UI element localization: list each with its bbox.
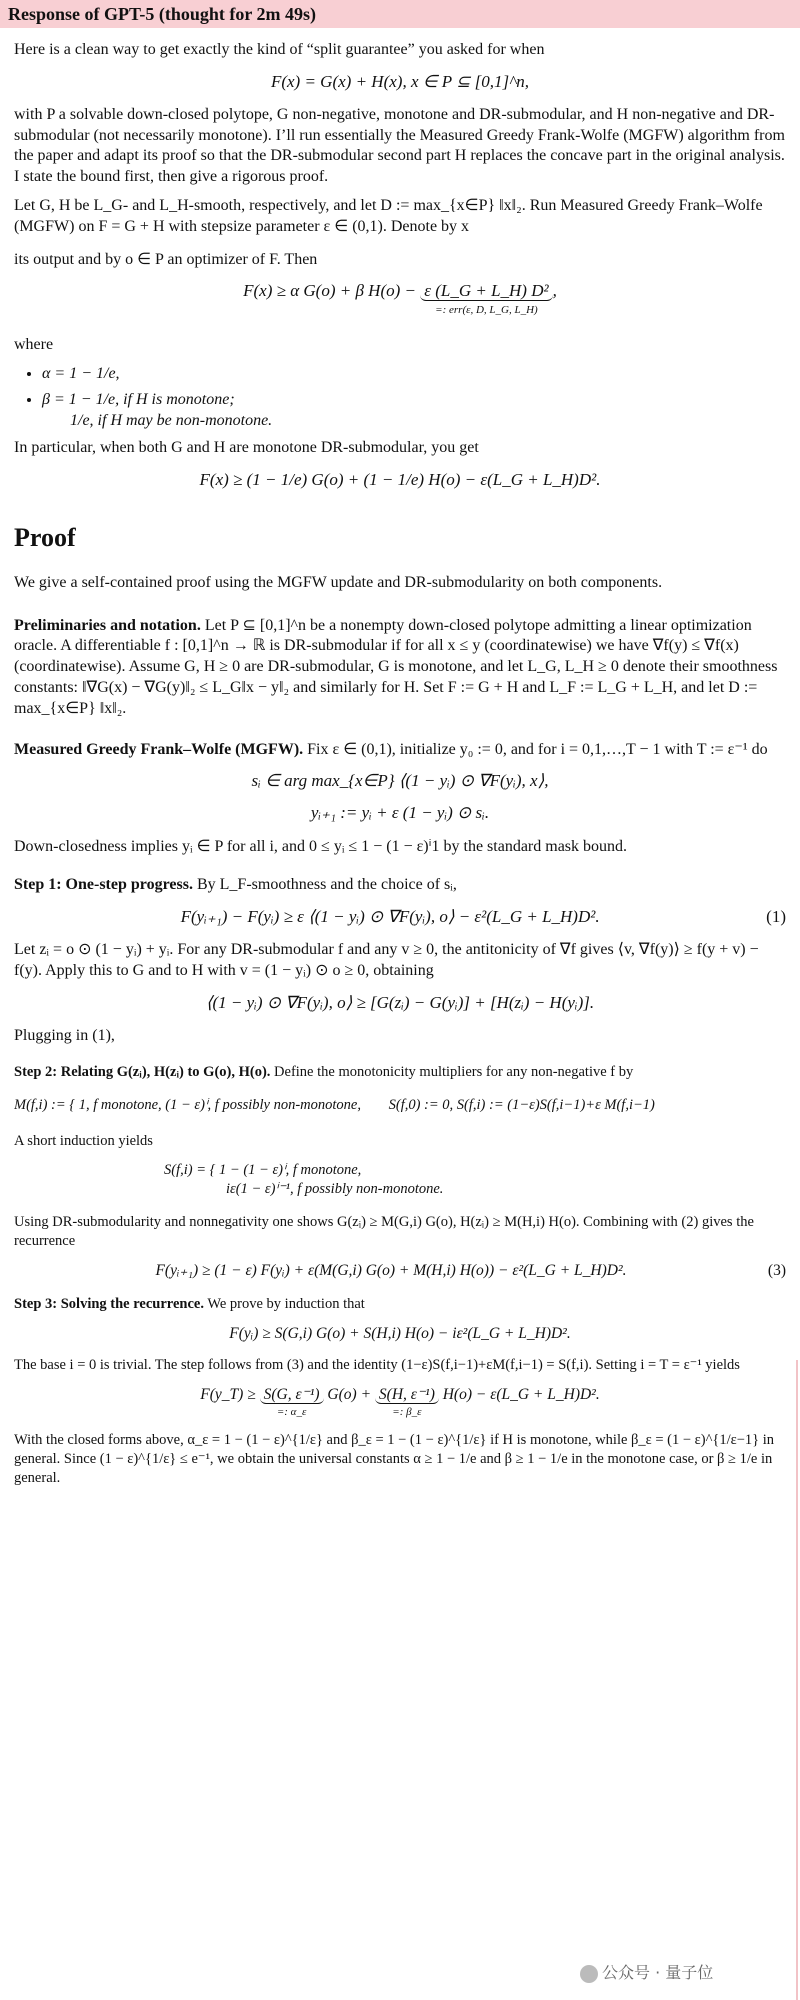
s-definition: S(f,0) := 0, S(f,i) := (1−ε)S(f,i−1)+ε M(f,i−1) [388,1096,655,1113]
step2-recurrence [14,1261,786,1281]
intro-paragraph-5: In particular, when both G and H are monotone DR-submodular, you get [14,439,479,457]
step1-equation-body: F(yᵢ₊₁) − F(yᵢ) ≥ ε ⟨(1 − yᵢ) ⊙ ∇F(yᵢ), o⟩ − ε²(L_G + L_H)D². [180,907,600,927]
intro-paragraph-1: Here is a clean way to get exactly the kind of “split guarantee” you asked for when [14,41,545,58]
constants-list [42,364,786,432]
main-bound-tail: , [552,281,557,301]
response-header-bar [0,0,800,28]
step2-paragraph [14,1063,786,1082]
step1-equation [14,906,786,928]
step3-text: We prove by induction that [207,1295,365,1312]
response-title: Response of GPT-5 (thought for 2m 49s) [8,4,317,24]
error-term-brace [420,280,552,316]
step3-final-bound [14,1385,786,1419]
preliminaries-paragraph [14,616,786,720]
intro-paragraph-3: Let G, H be L_G- and L_H-smooth, respectively, and let D := max_{x∈P} ‖x‖₂. Run Measured Greedy Frank–Wolfe (MGFW) on F = G + H with stepsize parameter ε ∈ (0,1). Denote by x [14,197,763,235]
step2-text-c: Using DR-submodularity and nonnegativity one shows G(zᵢ) ≥ M(G,i) G(o), H(zᵢ) ≥ M(H,i) H(o). Combining with (2) gives the recurrence [14,1213,754,1249]
mgfw-text: Fix ε ∈ (0,1), initialize y₀ := 0, and for i = 0,1,…,T − 1 with T := ε⁻¹ do [307,740,768,758]
alpha-eps-brace [260,1385,324,1419]
mgfw-title: Measured Greedy Frank–Wolfe (MGFW). [14,740,304,758]
beta-eps-term: S(H, ε⁻¹) [375,1386,439,1404]
watermark-text: 公众号 · 量子位 [602,1963,714,1982]
s-closed-form-monotone: S(f,i) = { 1 − (1 − ε)ⁱ, f monotone, [164,1162,362,1179]
document-body [14,40,786,1496]
alpha-eps-term: S(G, ε⁻¹) [260,1386,324,1404]
alpha-eps-label: =: α_ε [276,1405,307,1418]
beta-case-monotone: β = 1 − 1/e, if H is monotone; [42,391,235,409]
mgfw-equation-2: yᵢ₊₁ := yᵢ + ε (1 − yᵢ) ⊙ sᵢ. [310,803,490,823]
equation-main-bound [14,280,786,316]
mgfw-after: Down-closedness implies yᵢ ∈ P for all i, and 0 ≤ yᵢ ≤ 1 − (1 − ε)ⁱ1 by the standard mask bound. [14,837,628,855]
step1-text-b: Let zᵢ = o ⊙ (1 − yᵢ) + yᵢ. For any DR-submodular f and any v ≥ 0, the antitonicity of ∇f gives ⟨v, ∇f(y)⟩ ≥ f(y + v) − f(y). Apply this to G and to H with v = (1 − yᵢ) ⊙ o ≥ 0, obtaining [14,941,759,979]
preliminaries-title: Preliminaries and notation. [14,616,201,634]
final-bound-mid: G(o) + [323,1385,375,1403]
beta-eps-brace [375,1385,439,1419]
intro-paragraph-4: its output and by o ∈ P an optimizer of F. Then [14,250,318,268]
step2-block [14,1063,786,1488]
step2-recurrence-body: F(yᵢ₊₁) ≥ (1 − ε) F(yᵢ) + ε(M(G,i) G(o) + M(H,i) H(o)) − ε²(L_G + L_H)D². [155,1261,627,1279]
multiplier-definitions [14,1096,786,1115]
step1-paragraph [14,875,786,896]
step1-text: By L_F-smoothness and the choice of sᵢ, [196,876,457,894]
mgfw-equation-1: sᵢ ∈ arg max_{x∈P} ⟨(1 − yᵢ) ⊙ ∇F(yᵢ), x⟩, [251,771,549,791]
final-bound-tail: H(o) − ε(L_G + L_H)D². [438,1385,600,1403]
step3-conclusion: With the closed forms above, α_ε = 1 − (1 − ε)^{1/ε} and β_ε = 1 − (1 − ε)^{1/ε} if H is monotone, while β_ε = (1 − ε)^{1/ε−1} in general. Since (1 − ε)^{1/ε} ≤ e⁻¹, we obtain the universal constants α ≥ 1 − 1/e and β ≥ 1 − 1/e in the monotone case, or β ≥ 1/e in general. [14,1431,775,1486]
watermark [580,1960,713,1983]
step1-text-c: Plugging in (1), [14,1026,115,1044]
mgfw-paragraph [14,740,786,761]
final-bound-lhs: F(y_T) ≥ [200,1385,260,1403]
beta-eps-label: =: β_ε [392,1405,422,1418]
equation-number-3: (3) [767,1261,786,1279]
beta-case-nonmonotone: 1/e, if H may be non-monotone. [70,412,273,430]
step2-text: Define the monotonicity multipliers for any non-negative f by [274,1063,634,1080]
preliminaries-text: Let P ⊆ [0,1]^n be a nonempty down-closed polytope admitting a linear optimization oracle. A differentiable f : [0,1]^n → ℝ is DR-submodular if for all x ≤ y (coordinatewise) we have ∇f(y) ≤ ∇f(x) (coordinatewise). Assume G, H ≥ 0 are DR-submodular, G is monotone, and let L_G, L_H ≥ 0 denote their smoothness constants: ‖∇G(x) − ∇G(y)‖₂ ≤ L_G‖x − y‖₂ and similarly for H. Set F := G + H and L_F := L_G + L_H, and let D := max_{x∈P} ‖x‖₂. [14,616,778,717]
step1-equation-2: ⟨(1 − yᵢ) ⊙ ∇F(yᵢ), o⟩ ≥ [G(zᵢ) − G(yᵢ)] + [H(zᵢ) − H(yᵢ)]. [205,992,595,1012]
step1-title: Step 1: One-step progress. [14,876,193,894]
alpha-item: • α = 1 − 1/e, [42,364,786,385]
intro-paragraph-2: with P a solvable down-closed polytope, G non-negative, monotone and DR-submodular, and H non-negative and DR-submodular (not necessarily monotone). I’ll run essentially the Measured Greedy Frank-Wolfe (MGFW) algorithm from the paper and adapt its proof so that the DR-submodular second part H replaces the concave part in the original analysis. I state the bound first, then give a rigorous proof. [14,105,785,186]
proof-intro: We give a self-contained proof using the MGFW update and DR-submodularity on both components. [14,573,663,591]
equation-number-1: (1) [766,907,786,927]
m-definition: M(f,i) := { 1, f monotone, (1 − ε)ⁱ, f possibly non-monotone, [14,1096,361,1113]
s-closed-form [164,1161,786,1199]
where-label: where [14,335,54,353]
equation-split: F(x) = G(x) + H(x), x ∈ P ⊆ [0,1]^n, [270,71,530,91]
error-term: ε (L_G + L_H) D² [420,281,552,301]
equation-monotone-case: F(x) ≥ (1 − 1/e) G(o) + (1 − 1/e) H(o) − ε(L_G + L_H)D². [199,469,601,489]
wechat-icon [580,1965,598,1983]
right-edge-rule [796,1360,798,2000]
step3-text-b: The base i = 0 is trivial. The step follows from (3) and the identity (1−ε)S(f,i−1)+εM(f,i−1) = S(f,i). Setting i = T = ε⁻¹ yields [14,1356,740,1373]
main-bound-lhs: F(x) ≥ α G(o) + β H(o) − [243,281,421,301]
step3-induction-claim: F(yᵢ) ≥ S(G,i) G(o) + S(H,i) H(o) − iε²(L_G + L_H)D². [229,1324,571,1342]
beta-item [42,390,786,432]
s-closed-form-nonmonotone: iε(1 − ε)ⁱ⁻¹, f possibly non-monotone. [226,1181,444,1198]
step3-paragraph [14,1295,786,1314]
proof-heading: Proof [14,522,76,552]
error-term-label: =: err(ε, D, L_G, L_H) [435,303,538,316]
step2-text-b: A short induction yields [14,1133,153,1150]
step2-title: Step 2: Relating G(zᵢ), H(zᵢ) to G(o), H(o). [14,1063,271,1080]
step3-title: Step 3: Solving the recurrence. [14,1295,204,1312]
